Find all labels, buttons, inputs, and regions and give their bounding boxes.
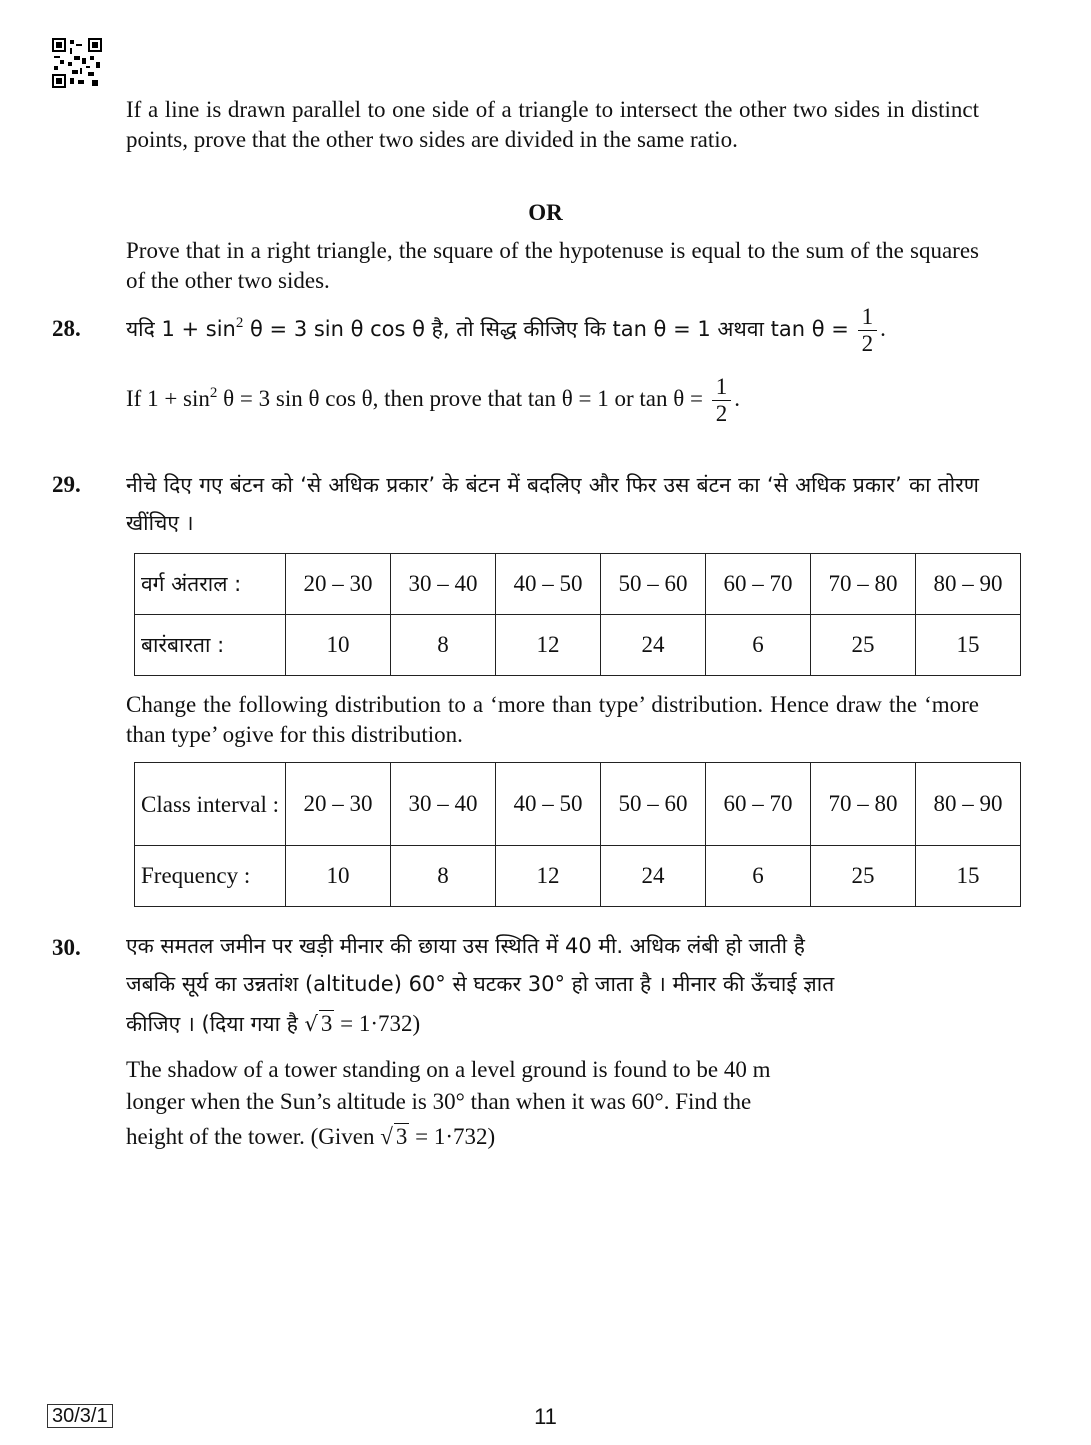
frequency-cell: 8: [391, 615, 496, 676]
interval-cell: 20 – 30: [286, 554, 391, 615]
q30-english-line2: longer when the Sun’s altitude is 30° than when it was 60°. Find the: [126, 1089, 752, 1114]
given-value: = 1·732): [334, 1011, 421, 1036]
q28-english-end: .: [734, 385, 740, 411]
or-separator: OR: [528, 200, 563, 225]
frequency-cell: 15: [916, 615, 1021, 676]
frequency-cell: 6: [706, 846, 811, 907]
q30-hindi-line1: एक समतल जमीन पर खड़ी मीनार की छाया उस स्थिति में 40 मी. अधिक लंबी हो जाती है: [126, 934, 805, 958]
interval-cell: 50 – 60: [601, 763, 706, 846]
fraction-denominator: 2: [715, 401, 728, 426]
fraction: [712, 374, 732, 427]
frequency-cell: 6: [706, 615, 811, 676]
table-row: [135, 554, 1021, 615]
question-number-29: 29.: [52, 472, 81, 497]
interval-cell: 40 – 50: [496, 763, 601, 846]
row-label: Class interval :: [135, 763, 286, 846]
table-row: [135, 615, 1021, 676]
q30-english-line3-text: height of the tower. (Given √: [126, 1124, 393, 1149]
interval-cell: 80 – 90: [916, 763, 1021, 846]
interval-cell: 20 – 30: [286, 763, 391, 846]
row-label: वर्ग अंतराल :: [135, 554, 286, 615]
q28-english-part1: If 1 + sin: [126, 385, 210, 411]
question-number-28: 28.: [52, 316, 81, 341]
qr-code: [52, 38, 102, 88]
page-number: 11: [534, 1404, 557, 1429]
fraction-numerator: 1: [712, 374, 732, 401]
interval-cell: 70 – 80: [811, 763, 916, 846]
fraction-numerator: 1: [858, 304, 878, 331]
english-distribution-table: [134, 762, 1021, 907]
frequency-cell: 8: [391, 846, 496, 907]
frequency-cell: 12: [496, 615, 601, 676]
q27-text: If a line is drawn parallel to one side of a triangle to intersect the other two sides in distinct points, prove that the other two sides are divided in the same ratio.: [126, 97, 979, 152]
frequency-cell: 10: [286, 846, 391, 907]
interval-cell: 30 – 40: [391, 554, 496, 615]
frequency-cell: 24: [601, 615, 706, 676]
row-label: बारंबारता :: [135, 615, 286, 676]
table-row: [135, 763, 1021, 846]
frequency-cell: 25: [811, 846, 916, 907]
q28-english-part2: θ = 3 sin θ cos θ, then prove that tan θ = 1 or tan θ =: [217, 385, 703, 411]
interval-cell: 30 – 40: [391, 763, 496, 846]
interval-cell: 80 – 90: [916, 554, 1021, 615]
q30-hindi-line3-text: कीजिए । (दिया गया है √: [126, 1012, 318, 1036]
table-row: [135, 846, 1021, 907]
interval-cell: 60 – 70: [706, 554, 811, 615]
q28-hindi-sup: 2: [235, 315, 244, 332]
interval-cell: 70 – 80: [811, 554, 916, 615]
frequency-cell: 25: [811, 615, 916, 676]
interval-cell: 60 – 70: [706, 763, 811, 846]
q30-english-line3: [126, 1123, 495, 1150]
q28-english-sup: 2: [209, 385, 218, 402]
question-number-30: 30.: [52, 935, 81, 960]
frequency-cell: 12: [496, 846, 601, 907]
q28-hindi-end: .: [880, 315, 886, 341]
q28-hindi-part1: यदि 1 + sin: [126, 316, 236, 341]
q28-hindi-part2: θ = 3 sin θ cos θ है, तो सिद्ध कीजिए कि tan θ = 1 अथवा tan θ =: [243, 316, 849, 341]
interval-cell: 40 – 50: [496, 554, 601, 615]
row-label: Frequency :: [135, 846, 286, 907]
frequency-cell: 15: [916, 846, 1021, 907]
fraction: [858, 304, 878, 357]
fraction-denominator: 2: [861, 331, 874, 356]
q29-hindi-text: नीचे दिए गए बंटन को ‘से अधिक प्रकार’ के बंटन में बदलिए और फिर उस बंटन का ‘से अधिक प्रकार’ का तोरण खींचिए ।: [126, 473, 979, 535]
frequency-cell: 10: [286, 615, 391, 676]
sqrt-value: 3: [320, 1011, 333, 1036]
q30-hindi-line2: जबकि सूर्य का उन्नतांश (altitude) 60° से घटकर 30° हो जाता है । मीनार की ऊँचाई ज्ञात: [126, 972, 835, 996]
given-value: = 1·732): [409, 1124, 496, 1149]
q29-english-text: Change the following distribution to a ‘more than type’ distribution. Hence draw the ‘more than type’ ogive for this distribution.: [126, 692, 979, 747]
q30-hindi-line3: [126, 1010, 420, 1038]
q28-english: [126, 374, 740, 427]
paper-code: 30/3/1: [47, 1404, 113, 1428]
q30-english-line1: The shadow of a tower standing on a level ground is found to be 40 m: [126, 1057, 771, 1082]
q28-hindi: [126, 304, 886, 357]
sqrt-value: 3: [395, 1124, 408, 1149]
hindi-distribution-table: [134, 553, 1021, 676]
interval-cell: 50 – 60: [601, 554, 706, 615]
frequency-cell: 24: [601, 846, 706, 907]
q27-alternative-text: Prove that in a right triangle, the square of the hypotenuse is equal to the sum of the squares of the other two sides.: [126, 238, 979, 293]
